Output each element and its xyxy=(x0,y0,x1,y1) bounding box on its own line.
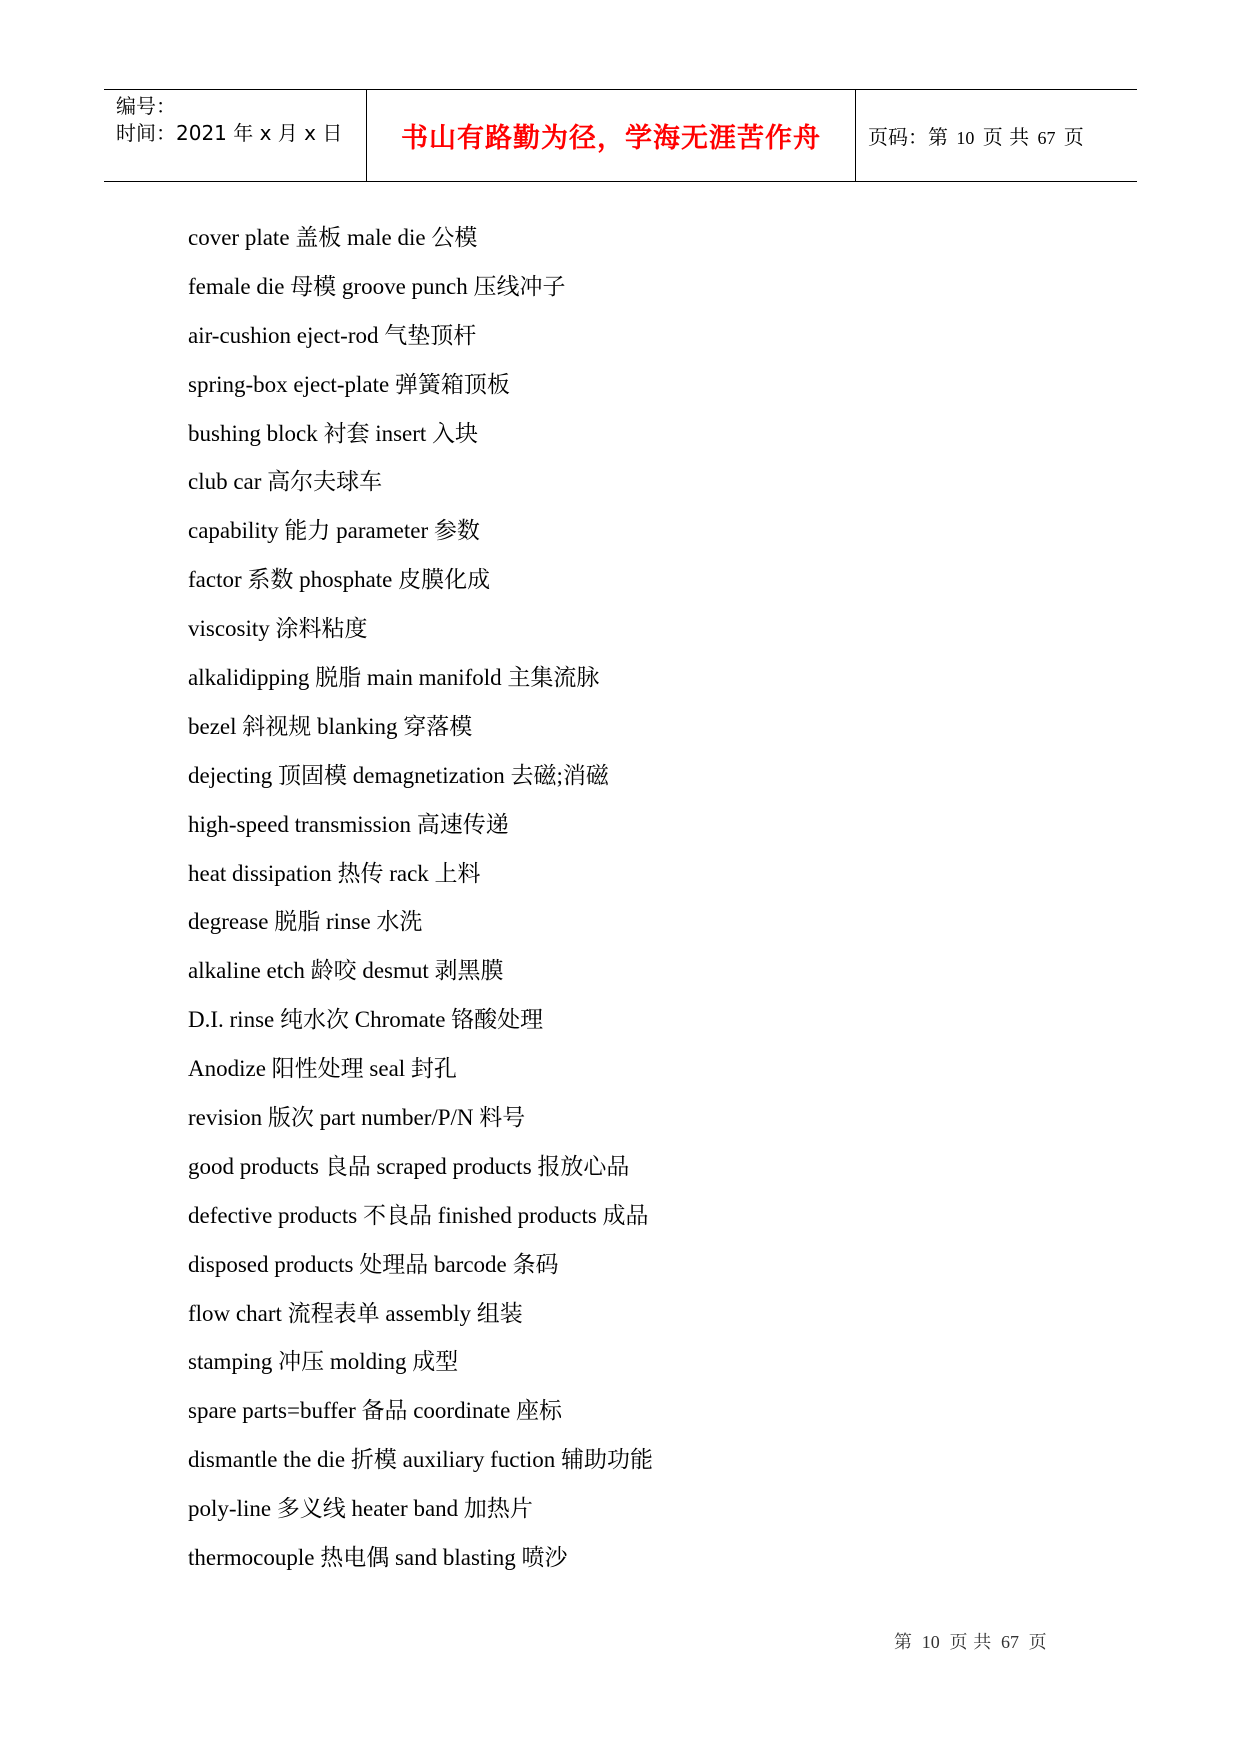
glossary-line: D.I. rinse 纯水次 Chromate 铬酸处理 xyxy=(188,1007,544,1033)
glossary-line: alkalidipping 脱脂 main manifold 主集流脉 xyxy=(188,665,600,691)
header-motto-cell xyxy=(367,90,856,181)
motto-text: 书山有路勤为径，学海无涯苦作舟 xyxy=(401,123,821,154)
glossary-line: defective products 不良品 finished products 成品 xyxy=(188,1202,649,1228)
footer-page-prefix: 第 xyxy=(894,1632,912,1653)
document-time-label: 时间：2021 年 x 月 x 日 xyxy=(116,121,343,145)
glossary-line: spring-box eject-plate 弹簧箱顶板 xyxy=(188,371,510,397)
glossary-line: capability 能力 parameter 参数 xyxy=(188,518,480,544)
glossary-line: club car 高尔夫球车 xyxy=(188,469,383,495)
glossary-line: viscosity 涂料粘度 xyxy=(188,616,368,642)
glossary-line: heat dissipation 热传 rack 上料 xyxy=(188,860,481,886)
glossary-line: thermocouple 热电偶 sand blasting 喷沙 xyxy=(188,1545,568,1571)
glossary-line: bushing block 衬套 insert 入块 xyxy=(188,420,479,446)
glossary-line: dejecting 顶固模 demagnetization 去磁;消磁 xyxy=(188,762,609,788)
header-meta-cell xyxy=(104,90,367,181)
glossary-line: revision 版次 part number/P/N 料号 xyxy=(188,1105,526,1131)
page-header xyxy=(104,89,1137,182)
footer-page-mid: 页 共 xyxy=(949,1632,992,1653)
header-page-cell xyxy=(856,90,1137,181)
glossary-line: bezel 斜视规 blanking 穿落模 xyxy=(188,713,473,739)
header-page-current: 10 xyxy=(956,128,975,148)
glossary-line: cover plate 盖板 male die 公模 xyxy=(188,225,478,250)
document-number-label: 编号： xyxy=(116,94,176,118)
glossary-line: female die 母模 groove punch 压线冲子 xyxy=(188,273,566,299)
glossary-line: Anodize 阳性处理 seal 封孔 xyxy=(188,1056,457,1082)
header-page-suffix: 页 xyxy=(1063,125,1084,149)
glossary-line: air-cushion eject-rod 气垫顶杆 xyxy=(188,322,477,348)
glossary-line: disposed products 处理品 barcode 条码 xyxy=(188,1251,559,1277)
header-page-prefix: 页码：第 xyxy=(868,125,948,149)
glossary-line: factor 系数 phosphate 皮膜化成 xyxy=(188,567,491,593)
glossary-line: degrease 脱脂 rinse 水洗 xyxy=(188,909,423,935)
glossary-line: spare parts=buffer 备品 coordinate 座标 xyxy=(188,1398,563,1424)
glossary-line: dismantle the die 折模 auxiliary fuction 辅助功能 xyxy=(188,1447,654,1473)
header-page-info xyxy=(868,121,1084,150)
glossary-line: alkaline etch 龄咬 desmut 剥黑膜 xyxy=(188,958,504,984)
glossary-line: poly-line 多义线 heater band 加热片 xyxy=(188,1496,533,1522)
glossary-line: flow chart 流程表单 assembly 组装 xyxy=(188,1300,523,1326)
footer-page-suffix: 页 xyxy=(1028,1632,1047,1653)
header-page-mid: 页 共 xyxy=(982,125,1030,149)
footer-page-current: 10 xyxy=(921,1632,940,1652)
glossary-line: high-speed transmission 高速传递 xyxy=(188,811,509,837)
glossary-line: good products 良品 scraped products 报放心品 xyxy=(188,1153,630,1179)
glossary-list xyxy=(188,214,653,1583)
glossary-line: stamping 冲压 molding 成型 xyxy=(188,1349,459,1375)
footer-page-total: 67 xyxy=(1000,1632,1019,1652)
header-page-total: 67 xyxy=(1037,128,1056,148)
page-footer xyxy=(894,1628,1047,1654)
